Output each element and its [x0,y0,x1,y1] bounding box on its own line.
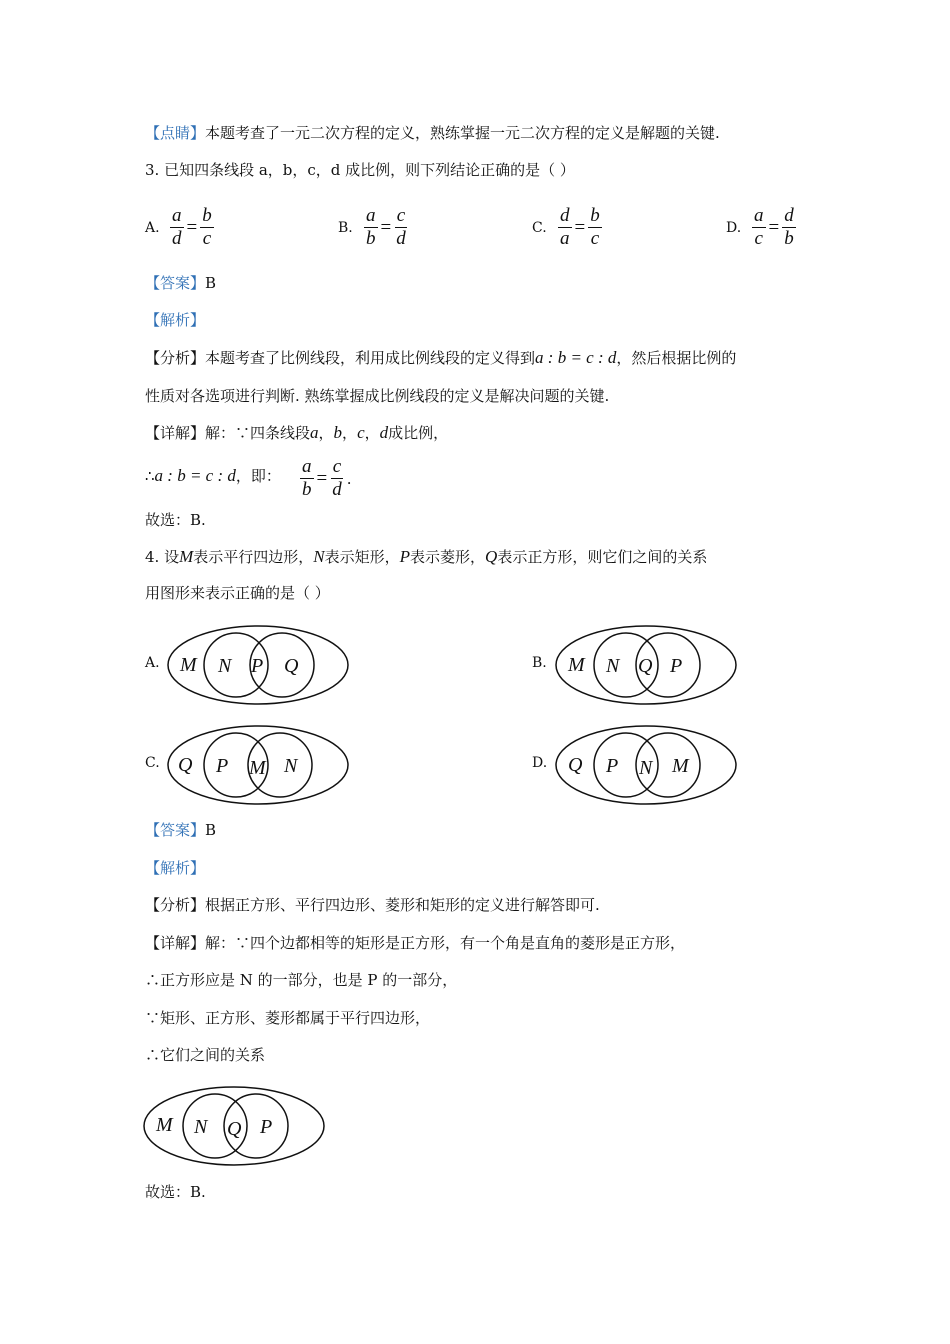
q3-therefore-math: a : b = c : d [154,466,236,485]
var-q: Q [485,547,498,566]
separator: ， [318,424,334,442]
venn-label-outer: Q [178,754,193,776]
var-n: N [313,547,325,566]
q4-stem-line1 [145,547,707,567]
var-m: M [179,547,194,566]
q3-option-c-formula: $\frac{d}{a}$ = $\frac{b}{c}$ [560,205,600,249]
venn-label-left: P [606,755,619,777]
separator: ， [342,424,358,442]
q3-analysis-line [145,348,736,368]
venn-label-right: M [672,755,689,777]
q3-jiexi-tag: 【解析】 [145,311,206,329]
venn-label-outer: M [180,654,197,676]
q4-option-d-diagram [554,724,738,806]
q3-therefore-line [145,466,281,486]
q3-therefore-fraction: $\frac{a}{b}$ = $\frac{c}{d}$ . [302,456,352,500]
var-a: a [310,423,319,442]
q3-answer-tag: 【答案】 [145,274,206,292]
q4-reason-line-c: ∴它们之间的关系 [145,1046,266,1064]
q4-analysis-text: 根据正方形、平行四边形、菱形和矩形的定义进行解答即可. [205,896,600,914]
q4-answer-tag: 【答案】 [145,821,206,839]
var-c: c [357,423,365,442]
q4-final-diagram [142,1085,326,1167]
venn-label-middle: Q [638,655,653,677]
q4-option-c-label: C. [145,755,160,771]
q4-analysis-line [145,895,600,915]
q4-answer: B [205,821,217,839]
key-point-line [145,123,720,143]
q4-option-b-diagram [554,624,738,706]
q3-analysis-tag: 【分析】 [145,349,206,367]
q4-answer-line [145,820,216,840]
q3-detail-tag: 【详解】 [145,424,206,442]
q3-analysis-text-end: ，然后根据比例的 [616,349,737,367]
q3-option-a-label: A. [145,220,160,236]
q4-text-q: 表示正方形，则它们之间的关系 [497,548,708,566]
venn-label-outer: Q [568,754,583,776]
q4-analysis-tag: 【分析】 [145,896,206,914]
q4-option-c-diagram [166,724,350,806]
q3-option-b-label: B. [338,220,353,236]
venn-label-right: P [260,1116,273,1138]
q3-option-d-formula: $\frac{a}{c}$ = $\frac{d}{b}$ [754,205,794,249]
venn-label-left: N [606,655,620,677]
q4-jiexi-tag: 【解析】 [145,859,206,877]
venn-label-left: N [194,1116,208,1138]
q4-choose: 故选：B. [145,1183,206,1201]
q4-stem-line2: 用图形来表示正确的是（ ） [145,584,330,602]
q4-reason-line-b: ∵矩形、正方形、菱形都属于平行四边形， [145,1009,431,1027]
q4-detail-tag: 【详解】 [145,934,206,952]
q3-detail-line [145,423,448,443]
q3-option-d-label: D. [726,220,742,236]
q3-answer-line [145,273,216,293]
var-b: b [333,423,343,442]
q4-text-n: 表示矩形， [324,548,400,566]
period: . [346,469,352,488]
venn-label-left: N [218,655,232,677]
q3-detail-text: 解：∵四条线段 [205,424,311,442]
venn-label-right: P [670,655,683,677]
var-d: d [379,423,389,442]
venn-label-outer: M [156,1114,173,1136]
q3-analysis-math: a : b = c : d [535,348,617,367]
q3-analysis-line2: 性质对各选项进行判断. 熟练掌握成比例线段的定义是解决问题的关键. [145,387,610,405]
venn-label-middle: M [249,757,266,779]
venn-label-middle: Q [227,1118,242,1140]
separator: ， [364,424,380,442]
q4-number: 4. 设 [145,548,180,566]
q3-choose: 故选：B. [145,511,206,529]
therefore-symbol: ∴ [145,467,155,485]
q4-option-d-label: D. [532,755,548,771]
venn-label-middle: N [639,757,653,779]
q3-answer: B [205,274,217,292]
q4-option-a-label: A. [145,655,160,671]
q4-text-m: 表示平行四边形， [193,548,314,566]
venn-label-right: Q [284,655,299,677]
key-point-tag: 【点睛】 [145,124,206,142]
q4-text-p: 表示菱形， [410,548,486,566]
venn-label-outer: M [568,654,585,676]
var-p: P [399,547,411,566]
q3-option-a-formula: $\frac{a}{d}$ = $\frac{b}{c}$ [172,205,212,249]
venn-label-right: N [284,755,298,777]
venn-label-middle: P [251,655,264,677]
q3-option-c-label: C. [532,220,547,236]
q3-detail-text-end: 成比例， [388,424,449,442]
q4-option-b-label: B. [532,655,547,671]
q4-option-a-diagram [166,624,350,706]
q3-stem: 3. 已知四条线段 a，b，c，d 成比例，则下列结论正确的是（ ） [145,161,575,179]
q4-detail-text: 解：∵四个边都相等的矩形是正方形，有一个角是直角的菱形是正方形， [205,934,686,952]
q3-therefore-mid: ，即： [235,467,281,485]
q4-reason-line-a: ∴正方形应是 N 的一部分，也是 P 的一部分， [145,971,458,989]
q3-option-b-formula: $\frac{a}{b}$ = $\frac{c}{d}$ [366,205,406,249]
venn-label-left: P [216,755,229,777]
q4-detail-line [145,933,685,953]
key-point-text: 本题考查了一元二次方程的定义，熟练掌握一元二次方程的定义是解题的关键. [205,124,720,142]
q3-analysis-text: 本题考查了比例线段，利用成比例线段的定义得到 [205,349,536,367]
